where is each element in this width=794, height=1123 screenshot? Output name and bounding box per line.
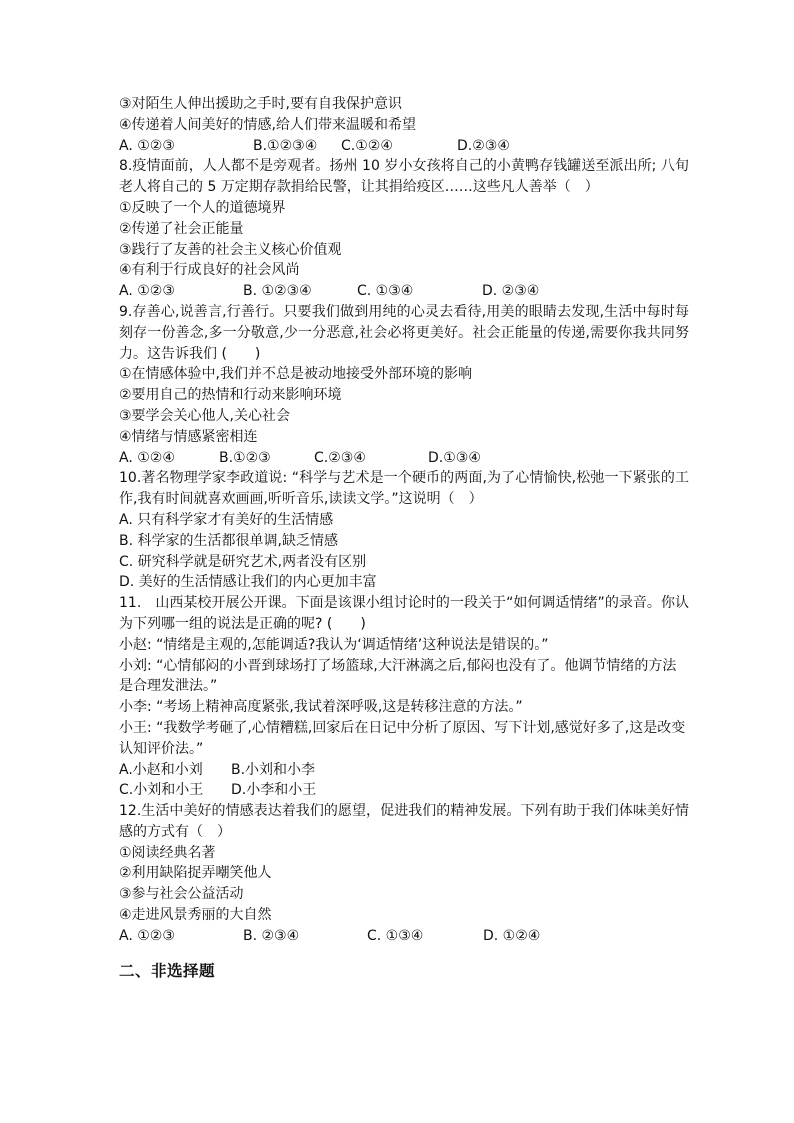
q12-option-b: B. ②③④ — [243, 927, 300, 944]
q12-item-4: ④走进风景秀丽的大自然 — [119, 907, 272, 924]
q12-stem: 12.生活中美好的情感表达着我们的愿望，促进我们的精神发展。下列有助于我们体味美好情感的方式有（ ） — [119, 803, 689, 840]
q11-dialog-liu: 小刘: “心情郁闷的小晋到球场打了场篮球,大汗淋漓之后,郁闷也没有了。他调节情绪的方法是合理发泄法。” — [119, 657, 677, 695]
q9-option-c: C.②③④ — [314, 449, 366, 466]
q10-stem: 10.著名物理学家李政道说: “科学与艺术是一个硬币的两面,为了心情愉快,松弛一下紧张的工作,我有时间就喜欢画画,听听音乐,读读文学。”这说明（ ） — [119, 470, 689, 508]
document-content — [119, 94, 689, 981]
q7-option-c: C.①②④ — [341, 137, 393, 154]
q8-item-4: ④有利于行成良好的社会风尚 — [119, 262, 300, 279]
q8-option-b: B. ①②③④ — [243, 283, 312, 300]
q7-option-d: D.②③④ — [457, 137, 510, 154]
q7-item-3: ③对陌生人伸出援助之手时,要有自我保护意识 — [119, 96, 402, 112]
q8-option-c: C. ①③④ — [357, 283, 414, 300]
q12-option-c: C. ①③④ — [367, 927, 424, 944]
q12-item-3: ③参与社会公益活动 — [119, 886, 244, 903]
q9-option-a: A. ①②④ — [119, 449, 175, 466]
q9-item-4: ④情绪与情感紧密相连 — [119, 428, 258, 445]
q11-options-row-1 — [119, 760, 689, 781]
q10-option-a: A. 只有科学家才有美好的生活情感 — [119, 511, 334, 528]
q8-option-a: A. ①②③ — [119, 283, 175, 300]
q12-option-a: A. ①②③ — [119, 927, 175, 944]
q10-option-c: C. 研究科学就是研究艺术,两者没有区别 — [119, 553, 367, 570]
q9-item-2: ②要用自己的热情和行动来影响环境 — [119, 387, 342, 404]
q9-option-d: D.①③④ — [428, 449, 481, 466]
q12-option-d: D. ①②④ — [483, 927, 541, 944]
q11-option-c: C.小刘和小王 — [119, 782, 204, 799]
q8-option-d: D. ②③④ — [482, 283, 540, 300]
q11-dialog-wang: 小王: “我数学考砸了,心情糟糕,回家后在日记中分析了原因、写下计划,感觉好多了,这是改变认知评价法。” — [119, 719, 686, 757]
q9-option-b: B.①②③ — [219, 449, 271, 466]
q7-options — [119, 136, 689, 157]
q8-options — [119, 281, 689, 302]
q11-stem: 11. 山西某校开展公开课。下面是该课小组讨论时的一段关于“如何调适情绪”的录音。你认为下列哪一组的说法是正确的呢? ( ) — [119, 595, 689, 632]
q11-options-row-2 — [119, 780, 689, 801]
q9-options — [119, 448, 689, 469]
q7-option-a: A. ①②③ — [119, 137, 175, 154]
q10-option-b: B. 科学家的生活都很单调,缺乏情感 — [119, 532, 338, 549]
q11-option-a: A.小赵和小刘 — [119, 761, 203, 778]
q7-item-4: ④传递着人间美好的情感,给人们带来温暖和希望 — [119, 116, 416, 133]
q9-stem: 9.存善心,说善言,行善行。只要我们做到用纯的心灵去看待,用美的眼睛去发现,生活中每时每刻存一份善念,多一分敬意,少一分恶意,社会必将更美好。社会正能量的传递,需要你我共同努力。这告诉我们 ( ) — [119, 303, 689, 362]
q12-item-1: ①阅读经典名著 — [119, 844, 216, 861]
q7-option-b: B.①②③④ — [253, 137, 318, 154]
q8-item-2: ②传递了社会正能量 — [119, 220, 244, 237]
q12-options — [119, 926, 689, 947]
q8-item-1: ①反映了一个人的道德境界 — [119, 199, 286, 216]
q10-option-d: D. 美好的生活情感让我们的内心更加丰富 — [119, 574, 377, 591]
q8-stem: 8.疫情面前，人人都不是旁观者。扬州 10 岁小女孩将自己的小黄鸭存钱罐送至派出所; 八旬老人将自己的 5 万定期存款捐给民警，让其捐给疫区……这些凡人善举（ ） — [119, 158, 689, 196]
q9-item-1: ①在情感体验中,我们并不总是被动地接受外部环境的影响 — [119, 366, 472, 383]
section-title: 二、非选择题 — [119, 961, 216, 980]
q11-dialog-li: 小李: “考场上精神高度紧张,我试着深呼吸,这是转移注意的方法。” — [119, 699, 523, 716]
q9-item-3: ③要学会关心他人,关心社会 — [119, 407, 291, 424]
q11-option-b: B.小刘和小李 — [231, 761, 316, 778]
q11-dialog-zhao: 小赵: “情绪是主观的,怎能调适?我认为‘调适情绪’这种说法是错误的。” — [119, 636, 549, 653]
q8-item-3: ③践行了友善的社会主义核心价值观 — [119, 241, 342, 258]
q11-option-d: D.小李和小王 — [231, 782, 317, 799]
q12-item-2: ②利用缺陷捉弄嘲笑他人 — [119, 865, 272, 882]
